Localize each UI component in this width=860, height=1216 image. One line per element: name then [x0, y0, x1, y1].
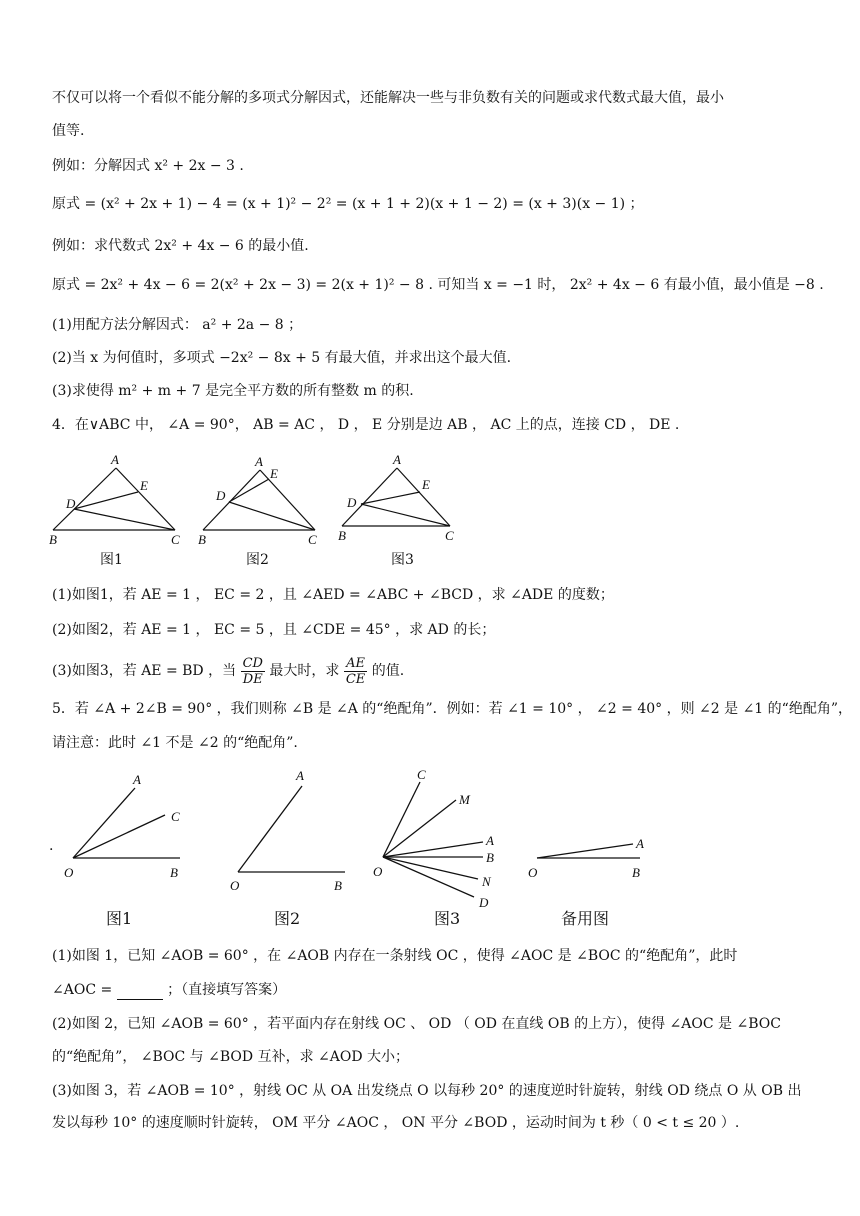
- q4-fig3-label-E: E: [422, 477, 430, 492]
- q4-part-2: (2)如图2，若 AE = 1 ， EC = 5 ，且 ∠CDE = 45° ，求 AD 的长；: [52, 622, 496, 638]
- question-4-stem: 4．在∨ABC 中， ∠A = 90°， AB = AC ， D ， E 分别是边 AB ， AC 上的点，连接 CD ， DE .: [52, 417, 680, 433]
- q5-figure-2: [238, 786, 345, 872]
- text-line-7: (1)用配方法分解因式： a² + 2a − 8 ；: [52, 317, 303, 333]
- q4-figure-3: [342, 468, 450, 526]
- q5-figure-spare: [537, 844, 640, 858]
- q5-part-1b-pre: ∠AOC =: [52, 982, 113, 998]
- q5-fig2-label-O: O: [230, 878, 240, 893]
- fraction-cd-de-den: DE: [242, 671, 263, 687]
- q4-fig2-label-A: A: [255, 454, 263, 469]
- fraction-ae-ce-den: CE: [345, 671, 366, 687]
- q5-fig2-label-A: A: [296, 768, 304, 783]
- q5-fig2-label-B: B: [334, 878, 342, 893]
- q5-caption-3: 图3: [434, 909, 461, 928]
- q4-fig3-label-D: D: [347, 495, 357, 510]
- answer-blank[interactable]: [117, 985, 163, 1000]
- text-line-5: 例如：求代数式 2x² + 4x − 6 的最小值.: [52, 238, 309, 254]
- q5-spare-label-B: B: [632, 865, 640, 880]
- q5-fig3-label-C: C: [417, 767, 426, 782]
- q5-caption-2: 图2: [274, 909, 301, 928]
- q5-part-1a: (1)如图 1，已知 ∠AOB = 60° ，在 ∠AOB 内存在一条射线 OC ，使得 ∠AOC 是 ∠BOC 的“绝配角”，此时: [52, 948, 738, 964]
- text-line-3: 例如：分解因式 x² + 2x − 3 .: [52, 158, 244, 174]
- text-line-1: 不仅可以将一个看似不能分解的多项式分解因式，还能解决一些与非负数有关的问题或求代数式最大值，最小: [52, 90, 724, 106]
- q4-fig3-label-A: A: [393, 452, 401, 467]
- stray-dot: .: [49, 838, 54, 854]
- q5-part-1b: [52, 980, 286, 1000]
- q4-fig2-label-C: C: [308, 532, 317, 547]
- q4-part-3-mid: 最大时，求: [269, 663, 340, 679]
- q5-figure-1: [73, 788, 180, 858]
- q4-triangle-figures: [40, 450, 640, 550]
- q5-spare-label-A: A: [636, 836, 644, 851]
- q5-fig3-label-M: M: [459, 792, 470, 807]
- q5-part-3b: 发以每秒 10° 的速度顺时针旋转， OM 平分 ∠AOC ， ON 平分 ∠BOD ，运动时间为 t 秒（ 0 < t ≤ 20 ）.: [52, 1115, 740, 1131]
- q4-part-1: (1)如图1，若 AE = 1 ， EC = 2 ，且 ∠AED = ∠ABC + ∠BCD ，求 ∠ADE 的度数；: [52, 587, 614, 603]
- q5-fig3-label-B: B: [486, 850, 494, 865]
- q5-fig1-label-B: B: [170, 865, 178, 880]
- fraction-ae-ce: [344, 656, 367, 687]
- q4-fig1-label-E: E: [140, 478, 148, 493]
- q4-part-3-post: 的值.: [371, 663, 405, 679]
- q4-caption-1: 图1: [100, 552, 123, 568]
- fraction-cd-de-num: CD: [242, 655, 263, 671]
- q4-part-3-pre: (3)如图3，若 AE = BD ，当: [52, 663, 237, 679]
- q5-fig1-label-O: O: [64, 865, 74, 880]
- q4-fig2-label-E: E: [270, 466, 278, 481]
- q4-fig3-label-B: B: [338, 528, 346, 543]
- text-line-2: 值等.: [52, 123, 85, 139]
- q4-caption-3: 图3: [391, 552, 414, 568]
- q5-fig1-label-C: C: [171, 809, 180, 824]
- text-line-4: 原式 = (x² + 2x + 1) − 4 = (x + 1)² − 2² = (x + 1 + 2)(x + 1 − 2) = (x + 3)(x − 1) ；: [52, 196, 644, 212]
- q4-fig1-label-B: B: [49, 532, 57, 547]
- q4-fig1-label-C: C: [171, 532, 180, 547]
- q5-spare-label-O: O: [528, 865, 538, 880]
- q5-caption-spare: 备用图: [561, 909, 610, 928]
- q4-fig2-label-B: B: [198, 532, 206, 547]
- q5-caption-1: 图1: [106, 909, 133, 928]
- q4-caption-2: 图2: [246, 552, 269, 568]
- q5-fig3-label-D: D: [479, 895, 489, 910]
- q4-fig1-label-A: A: [111, 452, 119, 467]
- q5-part-1b-post: ；（直接填写答案）: [167, 982, 287, 998]
- q4-fig2-label-D: D: [216, 488, 226, 503]
- q4-part-3: [52, 652, 404, 690]
- text-line-9: (3)求使得 m² + m + 7 是完全平方数的所有整数 m 的积.: [52, 383, 414, 399]
- q5-part-2a: (2)如图 2，已知 ∠AOB = 60° ，若平面内存在射线 OC 、 OD （ OD 在直线 OB 的上方），使得 ∠AOC 是 ∠BOC: [52, 1016, 781, 1032]
- question-5-stem-1: 5．若 ∠A + 2∠B = 90° ，我们则称 ∠B 是 ∠A 的“绝配角”．例如：若 ∠1 = 10° ， ∠2 = 40° ，则 ∠2 是 ∠1 的“绝配角”，: [52, 701, 852, 717]
- fraction-ae-ce-num: AE: [344, 656, 367, 672]
- q5-part-2b: 的“绝配角”， ∠BOC 与 ∠BOD 互补，求 ∠AOD 大小；: [52, 1049, 410, 1065]
- q5-fig3-label-O: O: [373, 864, 383, 879]
- text-line-8: (2)当 x 为何值时，多项式 −2x² − 8x + 5 有最大值，并求出这个最大值.: [52, 350, 512, 366]
- q5-part-3a: (3)如图 3，若 ∠AOB = 10° ，射线 OC 从 OA 出发绕点 O 以每秒 20° 的速度逆时针旋转，射线 OD 绕点 O 从 OB 出: [52, 1083, 802, 1099]
- text-line-6: 原式 = 2x² + 4x − 6 = 2(x² + 2x − 3) = 2(x + 1)² − 8 . 可知当 x = −1 时， 2x² + 4x − 6 有最小值，最小值是 −8 .: [52, 277, 824, 293]
- q4-fig1-label-D: D: [66, 496, 76, 511]
- question-5-stem-2: 请注意：此时 ∠1 不是 ∠2 的“绝配角”.: [52, 735, 298, 751]
- q5-fig3-label-N: N: [482, 874, 491, 889]
- q4-fig3-label-C: C: [445, 528, 454, 543]
- q5-angle-figures: [40, 760, 680, 920]
- q5-fig3-label-A: A: [486, 833, 494, 848]
- q5-fig1-label-A: A: [133, 772, 141, 787]
- fraction-cd-de: [241, 656, 265, 687]
